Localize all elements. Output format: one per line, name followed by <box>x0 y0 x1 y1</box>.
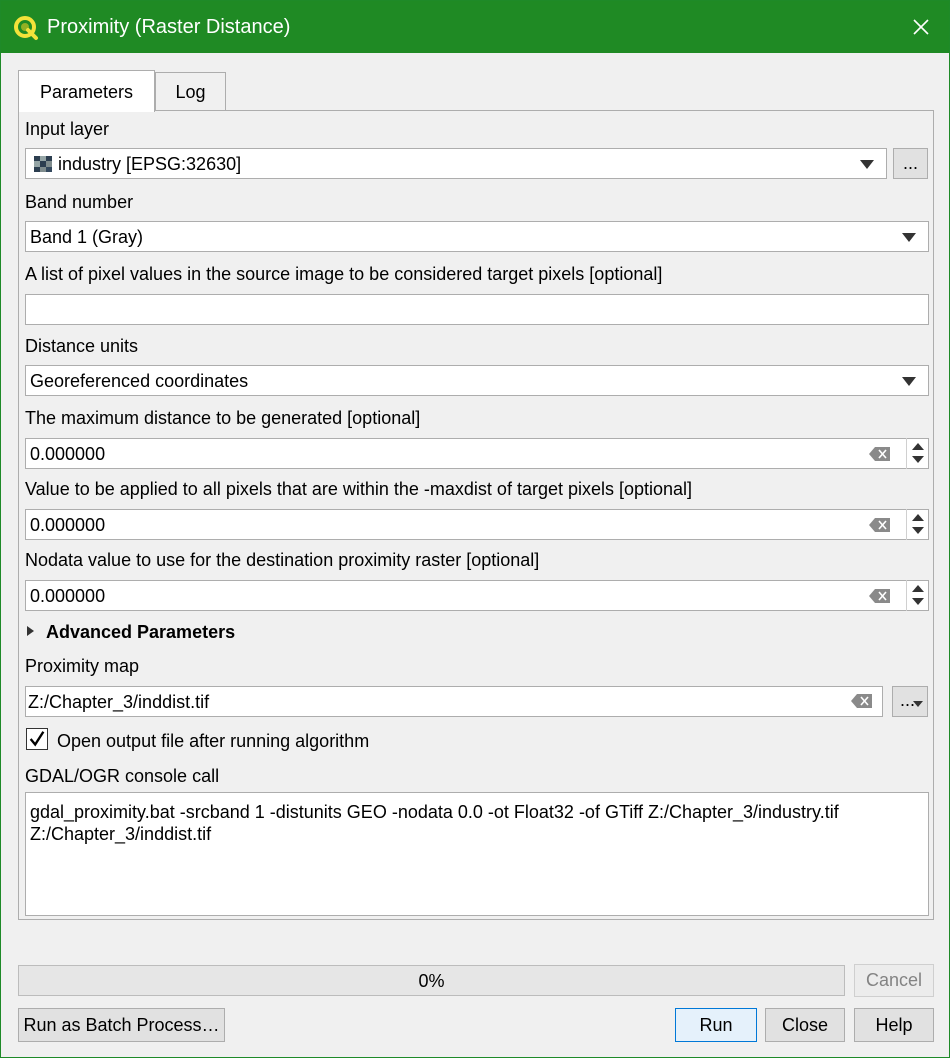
close-button[interactable]: Close <box>765 1008 845 1042</box>
browse-dots: ... <box>900 690 916 710</box>
clear-icon[interactable] <box>869 518 891 532</box>
replace-value-input[interactable] <box>25 509 929 540</box>
proximity-map-label: Proximity map <box>25 656 140 676</box>
spin-up-icon[interactable] <box>912 514 924 521</box>
spin-down-icon[interactable] <box>912 527 924 534</box>
chevron-down-icon <box>902 233 916 242</box>
spin-down-icon[interactable] <box>912 598 924 605</box>
spin-up-icon[interactable] <box>912 443 924 450</box>
proximity-map-input[interactable] <box>25 686 883 717</box>
max-distance-spinner[interactable] <box>906 438 928 469</box>
chevron-down-icon <box>860 160 874 169</box>
input-layer-label: Input layer <box>25 119 110 139</box>
target-values-label: A list of pixel values in the source image to be considered target pixels [optional] <box>25 264 663 284</box>
distance-units-value: Georeferenced coordinates <box>30 371 249 391</box>
open-output-label: Open output file after running algorithm <box>57 731 370 751</box>
max-distance-label: The maximum distance to be generated [optional] <box>25 408 421 428</box>
chevron-down-icon <box>902 377 916 386</box>
run-as-batch-button[interactable]: Run as Batch Process… <box>18 1008 225 1042</box>
title-bar <box>1 1 949 53</box>
tab-parameters[interactable]: Parameters <box>18 70 155 112</box>
proximity-map-browse-button[interactable] <box>892 686 928 717</box>
nodata-value-value: 0.000000 <box>30 586 106 606</box>
spin-up-icon[interactable] <box>912 585 924 592</box>
advanced-parameters-label: Advanced Parameters <box>46 622 236 642</box>
checkmark-icon <box>27 729 47 749</box>
parameters-panel <box>18 110 934 920</box>
max-distance-value: 0.000000 <box>30 444 106 464</box>
clear-icon[interactable] <box>869 447 891 461</box>
band-number-value: Band 1 (Gray) <box>30 227 144 247</box>
band-number-label: Band number <box>25 192 134 212</box>
run-button[interactable]: Run <box>675 1008 757 1042</box>
replace-value-value: 0.000000 <box>30 515 106 535</box>
nodata-value-input[interactable] <box>25 580 929 611</box>
chevron-down-icon <box>913 701 923 707</box>
nodata-value-label: Nodata value to use for the destination proximity raster [optional] <box>25 550 540 570</box>
input-layer-value: industry [EPSG:32630] <box>58 154 242 174</box>
distance-units-label: Distance units <box>25 336 139 356</box>
close-icon[interactable] <box>905 11 937 43</box>
input-layer-combo[interactable] <box>25 148 887 179</box>
progress-label: 0% <box>418 971 445 991</box>
open-output-checkbox[interactable] <box>26 728 48 750</box>
console-call-label: GDAL/OGR console call <box>25 766 220 786</box>
target-values-input[interactable] <box>25 294 929 325</box>
max-distance-input[interactable] <box>25 438 929 469</box>
band-number-combo[interactable] <box>25 221 929 252</box>
raster-layer-icon <box>34 156 52 172</box>
replace-value-label: Value to be applied to all pixels that are within the -maxdist of target pixels [optional] <box>25 479 693 499</box>
progress-bar <box>18 965 845 996</box>
clear-icon[interactable] <box>869 589 891 603</box>
cancel-button[interactable]: Cancel <box>854 964 934 997</box>
advanced-parameters-toggle[interactable] <box>27 622 235 643</box>
clear-icon[interactable] <box>851 694 873 708</box>
window-title: Proximity (Raster Distance) <box>47 16 291 38</box>
distance-units-combo[interactable] <box>25 365 929 396</box>
proximity-map-value: Z:/Chapter_3/inddist.tif <box>28 692 210 712</box>
tab-log[interactable]: Log <box>155 72 226 111</box>
replace-value-spinner[interactable] <box>906 509 928 540</box>
chevron-right-icon <box>27 626 34 636</box>
console-call-text[interactable]: gdal_proximity.bat -srcband 1 -distunits GEO -nodata 0.0 -ot Float32 -of GTiff Z:/Chapter_3/industry.tif Z:/Chapter_3/inddist.tif <box>25 792 929 916</box>
nodata-value-spinner[interactable] <box>906 580 928 611</box>
qgis-logo-icon <box>13 15 39 41</box>
spin-down-icon[interactable] <box>912 456 924 463</box>
help-button[interactable]: Help <box>854 1008 934 1042</box>
input-layer-browse-button[interactable]: ... <box>893 148 928 179</box>
